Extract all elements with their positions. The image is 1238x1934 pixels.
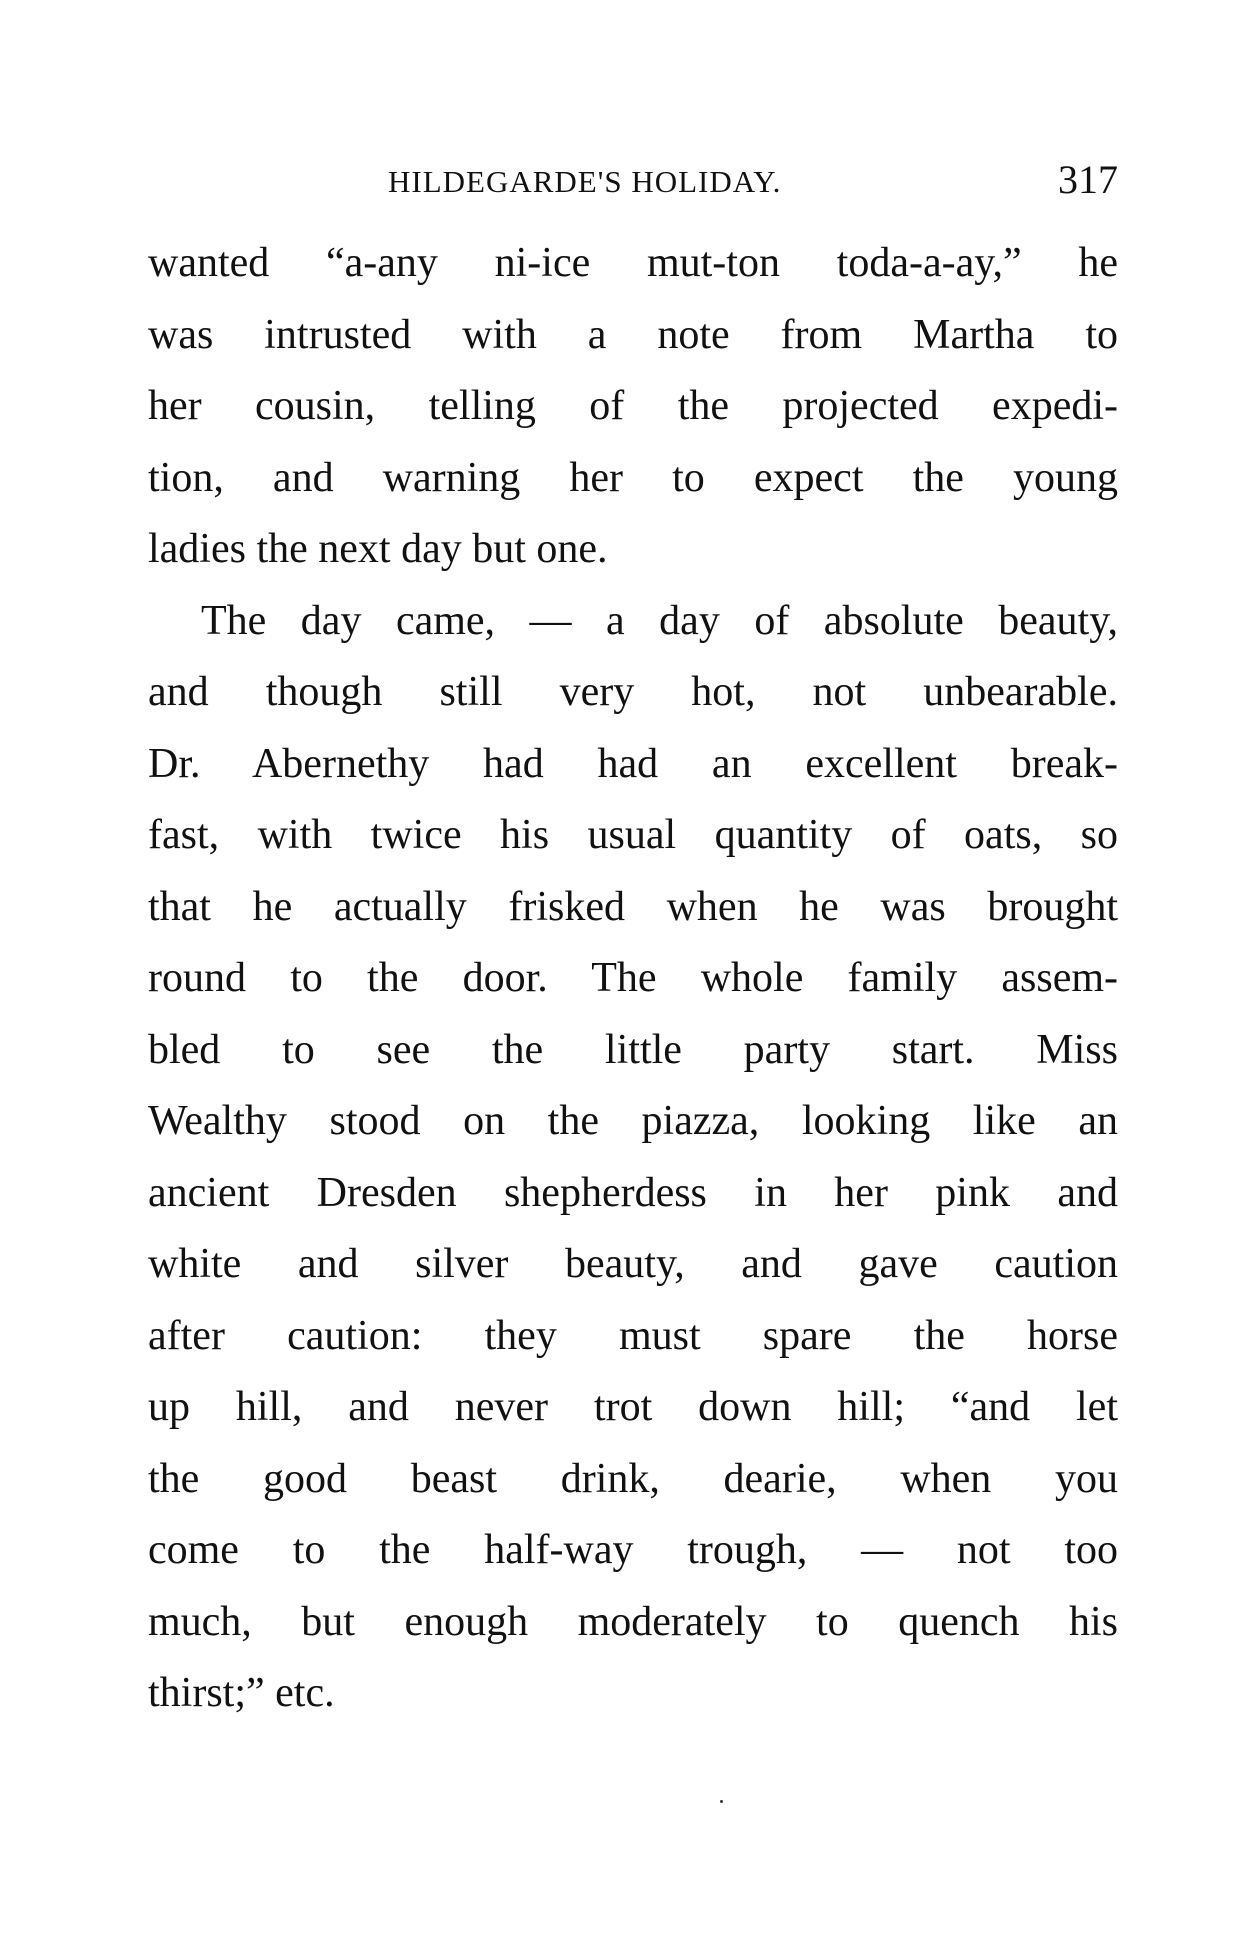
- text-line: Dr. Abernethy had had an excellent break-: [148, 740, 1118, 787]
- page-header: [148, 150, 1118, 210]
- text-line: thirst;” etc.: [148, 1670, 335, 1716]
- text-line: the good beast drink, dearie, when you: [148, 1455, 1118, 1502]
- text-line: was intrusted with a note from Martha to: [148, 311, 1118, 358]
- text-line: fast, with twice his usual quantity of oats, so: [148, 812, 1118, 858]
- text-line: tion, and warning her to expect the young: [148, 454, 1118, 501]
- text-line: her cousin, telling of the projected expedi-: [148, 383, 1118, 429]
- text-line: come to the half-way trough, — not too: [148, 1527, 1118, 1573]
- body-text: [148, 228, 1118, 1730]
- text-line: ladies the next day but one.: [148, 526, 608, 572]
- text-line: round to the door. The whole family assem-: [148, 955, 1118, 1001]
- text-line: Wealthy stood on the piazza, looking like an: [148, 1098, 1118, 1144]
- text-line: The day came, — a day of absolute beauty,: [201, 597, 1118, 644]
- text-line: up hill, and never trot down hill; “and let: [148, 1384, 1118, 1430]
- text-line: that he actually frisked when he was brought: [148, 883, 1118, 930]
- ink-speck: [720, 1800, 723, 1803]
- running-title: HILDEGARDE'S HOLIDAY.: [388, 164, 782, 199]
- text-line: ancient Dresden shepherdess in her pink and: [148, 1169, 1118, 1216]
- page-number: 317: [1058, 157, 1118, 202]
- paragraph: [148, 586, 1118, 1730]
- text-line: and though still very hot, not unbearable.: [148, 669, 1118, 715]
- paragraph: [148, 228, 1118, 586]
- text-line: after caution: they must spare the horse: [148, 1312, 1118, 1359]
- text-line: white and silver beauty, and gave caution: [148, 1241, 1118, 1287]
- text-line: wanted “a-any ni-ice mut-ton toda-a-ay,” he: [148, 240, 1118, 286]
- text-line: bled to see the little party start. Miss: [148, 1026, 1118, 1073]
- text-line: much, but enough moderately to quench his: [148, 1598, 1118, 1645]
